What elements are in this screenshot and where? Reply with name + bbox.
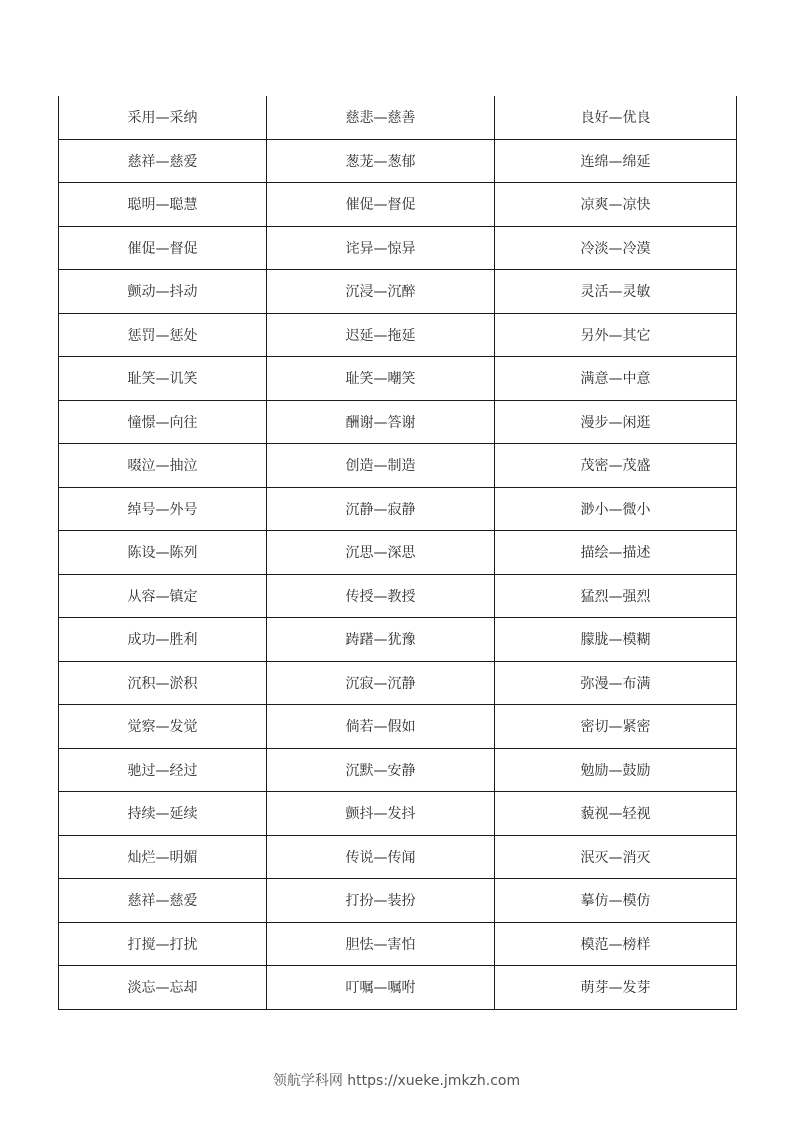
table-cell: 胆怯—害怕: [267, 922, 495, 966]
table-cell: 耻笑—嘲笑: [267, 357, 495, 401]
synonym-table-body: [59, 96, 737, 1009]
table-cell: 凉爽—凉快: [495, 183, 737, 227]
table-row: [59, 183, 737, 227]
table-cell: 摹仿—模仿: [495, 879, 737, 923]
table-cell: 灿烂—明媚: [59, 835, 267, 879]
table-cell: 聪明—聪慧: [59, 183, 267, 227]
table-cell: 藐视—轻视: [495, 792, 737, 836]
table-cell: 催促—督促: [59, 226, 267, 270]
table-cell: 沉寂—沉静: [267, 661, 495, 705]
synonym-table: [58, 96, 737, 1010]
table-row: [59, 139, 737, 183]
table-row: [59, 922, 737, 966]
table-row: [59, 705, 737, 749]
table-cell: 描绘—描述: [495, 531, 737, 575]
table-cell: 陈设—陈列: [59, 531, 267, 575]
table-row: [59, 270, 737, 314]
table-cell: 泯灭—消灭: [495, 835, 737, 879]
table-cell: 密切—紧密: [495, 705, 737, 749]
table-row: [59, 792, 737, 836]
table-cell: 绰号—外号: [59, 487, 267, 531]
table-cell: 淡忘—忘却: [59, 966, 267, 1010]
table-cell: 采用—采纳: [59, 96, 267, 139]
table-row: [59, 226, 737, 270]
table-cell: 催促—督促: [267, 183, 495, 227]
table-cell: 模范—榜样: [495, 922, 737, 966]
table-cell: 朦胧—模糊: [495, 618, 737, 662]
table-cell: 良好—优良: [495, 96, 737, 139]
table-cell: 弥漫—布满: [495, 661, 737, 705]
table-cell: 灵活—灵敏: [495, 270, 737, 314]
table-cell: 驰过—经过: [59, 748, 267, 792]
table-row: [59, 661, 737, 705]
table-cell: 倘若—假如: [267, 705, 495, 749]
table-cell: 连绵—绵延: [495, 139, 737, 183]
table-cell: 打扮—装扮: [267, 879, 495, 923]
table-cell: 打搅—打扰: [59, 922, 267, 966]
table-cell: 另外—其它: [495, 313, 737, 357]
table-cell: 猛烈—强烈: [495, 574, 737, 618]
table-cell: 觉察—发觉: [59, 705, 267, 749]
table-cell: 漫步—闲逛: [495, 400, 737, 444]
table-cell: 沉静—寂静: [267, 487, 495, 531]
page-footer: 领航学科网 https://xueke.jmkzh.com: [272, 1073, 521, 1089]
table-cell: 勉励—鼓励: [495, 748, 737, 792]
table-cell: 沉默—安静: [267, 748, 495, 792]
table-row: [59, 400, 737, 444]
table-row: [59, 966, 737, 1010]
table-row: [59, 96, 737, 139]
table-cell: 慈祥—慈爱: [59, 139, 267, 183]
table-row: [59, 879, 737, 923]
table-cell: 渺小—微小: [495, 487, 737, 531]
table-cell: 踌躇—犹豫: [267, 618, 495, 662]
table-cell: 葱茏—葱郁: [267, 139, 495, 183]
table-cell: 萌芽—发芽: [495, 966, 737, 1010]
table-row: [59, 313, 737, 357]
table-row: [59, 357, 737, 401]
table-cell: 憧憬—向往: [59, 400, 267, 444]
table-cell: 传授—教授: [267, 574, 495, 618]
table-row: [59, 574, 737, 618]
table-cell: 满意—中意: [495, 357, 737, 401]
table-cell: 慈悲—慈善: [267, 96, 495, 139]
table-cell: 叮嘱—嘱咐: [267, 966, 495, 1010]
table-cell: 耻笑—讥笑: [59, 357, 267, 401]
table-cell: 沉积—淤积: [59, 661, 267, 705]
table-cell: 冷淡—冷漠: [495, 226, 737, 270]
table-cell: 传说—传闻: [267, 835, 495, 879]
table-cell: 啜泣—抽泣: [59, 444, 267, 488]
table-row: [59, 487, 737, 531]
table-row: [59, 444, 737, 488]
table-row: [59, 531, 737, 575]
table-cell: 沉思—深思: [267, 531, 495, 575]
table-cell: 诧异—惊异: [267, 226, 495, 270]
table-cell: 沉浸—沉醉: [267, 270, 495, 314]
table-cell: 酬谢—答谢: [267, 400, 495, 444]
table-cell: 从容—镇定: [59, 574, 267, 618]
table-cell: 慈祥—慈爱: [59, 879, 267, 923]
table-cell: 迟延—拖延: [267, 313, 495, 357]
table-row: [59, 748, 737, 792]
table-row: [59, 835, 737, 879]
table-cell: 颤动—抖动: [59, 270, 267, 314]
table-cell: 创造—制造: [267, 444, 495, 488]
table-cell: 惩罚—惩处: [59, 313, 267, 357]
table-row: [59, 618, 737, 662]
table-cell: 持续—延续: [59, 792, 267, 836]
table-cell: 成功—胜利: [59, 618, 267, 662]
table-cell: 颤抖—发抖: [267, 792, 495, 836]
table-cell: 茂密—茂盛: [495, 444, 737, 488]
